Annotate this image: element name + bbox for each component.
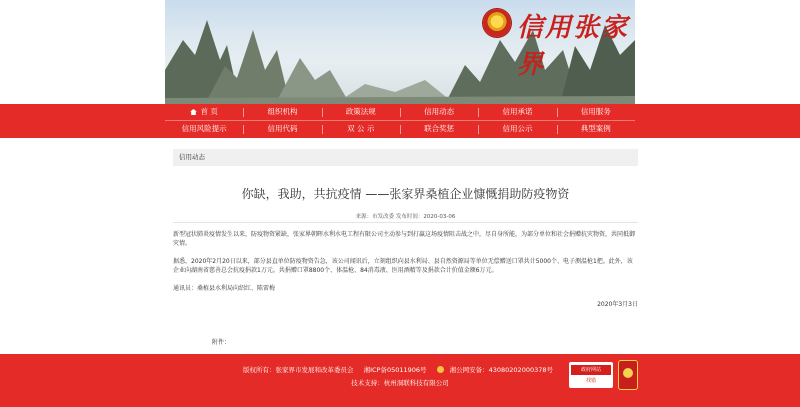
breadcrumb [173,149,638,166]
nav-row-1 [165,104,635,121]
article-correspondent: 通讯员：桑植县水利局向绍红、陈雷梅 [173,285,276,292]
footer-police-record[interactable] [437,366,557,374]
article-date: 2020年3月3日 [597,301,638,308]
footer-police-text: 湘公网安备：43080202000378号 [449,366,554,374]
header-banner [165,0,635,104]
nav-row-2 [165,121,635,138]
article-title: 你缺，我助，共抗疫情 ——张家界桑植企业慷慨捐助防疫物资 [241,187,570,201]
attachment-label: 附件： [212,339,231,346]
nav-item-label: 首 页 [200,107,218,116]
home-icon [190,109,197,115]
article-paragraph: 新型冠状肺炎疫情发生以来，防疫物资紧缺，张家界朝晖水利水电工程有限公司主动参与到打赢这场疫情阻击战之中，尽自身所能，为部分单位和社会捐赠抗灾物资，共同抵御灾情。 [173,231,636,247]
nav-item-policy[interactable]: 政策法规 [322,104,400,120]
nav-item-credit-promise[interactable]: 信用承诺 [478,104,556,120]
nav-item-credit-news[interactable]: 信用动态 [400,104,478,120]
badge-top-text: 政府网站 [571,365,611,375]
nav-item-joint-reward[interactable]: 联合奖惩 [400,121,478,138]
nav-item-typical-cases[interactable]: 典型案例 [557,121,635,138]
badge-bottom-text: 找错 [585,378,596,384]
footer-tech-support: 技术支持：杭州洞联科技有限公司 [351,379,449,387]
national-emblem-icon [483,9,511,37]
nav-item-credit-public[interactable]: 信用公示 [478,121,556,138]
footer-line-1 [0,365,800,374]
nav-item-credit-service[interactable]: 信用服务 [557,104,635,120]
footer-icp[interactable]: 湘ICP备05011906号 [363,366,427,374]
main-nav [0,104,800,138]
police-badge-icon [437,366,444,373]
article-paragraph: 据悉，2020年2月20日以来，部分县直单位防疫物资告急，该公司闻讯后，立刻组织向县水利局、县自然资源局等单位无偿赠送口罩共计5000个、电子测温枪1把。此外，该企业向湖南省慈善总会抗疫捐款1万元。共捐赠口罩8800个、体温枪、84消毒液、医用酒精等及捐款合计价值金额6万元。 [173,258,633,274]
nav-item-credit-code[interactable]: 信用代码 [243,121,321,138]
nav-item-risk-alert[interactable]: 信用风险提示 [181,124,227,133]
breadcrumb-link[interactable]: 信用动态 [179,153,205,161]
divider [173,222,638,223]
party-gov-badge-icon[interactable] [618,360,638,390]
nav-item-home[interactable] [165,104,243,120]
gov-site-error-report-badge[interactable] [569,362,613,388]
footer-copyright: 版权所有：张家界市发展和改革委员会 [242,366,354,374]
nav-item-organization[interactable]: 组织机构 [243,104,321,120]
site-logo-text: 信用张家界 [517,13,630,80]
nav-item-double-publicity[interactable]: 双 公 示 [322,121,400,138]
footer [0,354,800,407]
article-meta: 来源：市发改委 发布时间：2020-03-06 [355,214,456,220]
